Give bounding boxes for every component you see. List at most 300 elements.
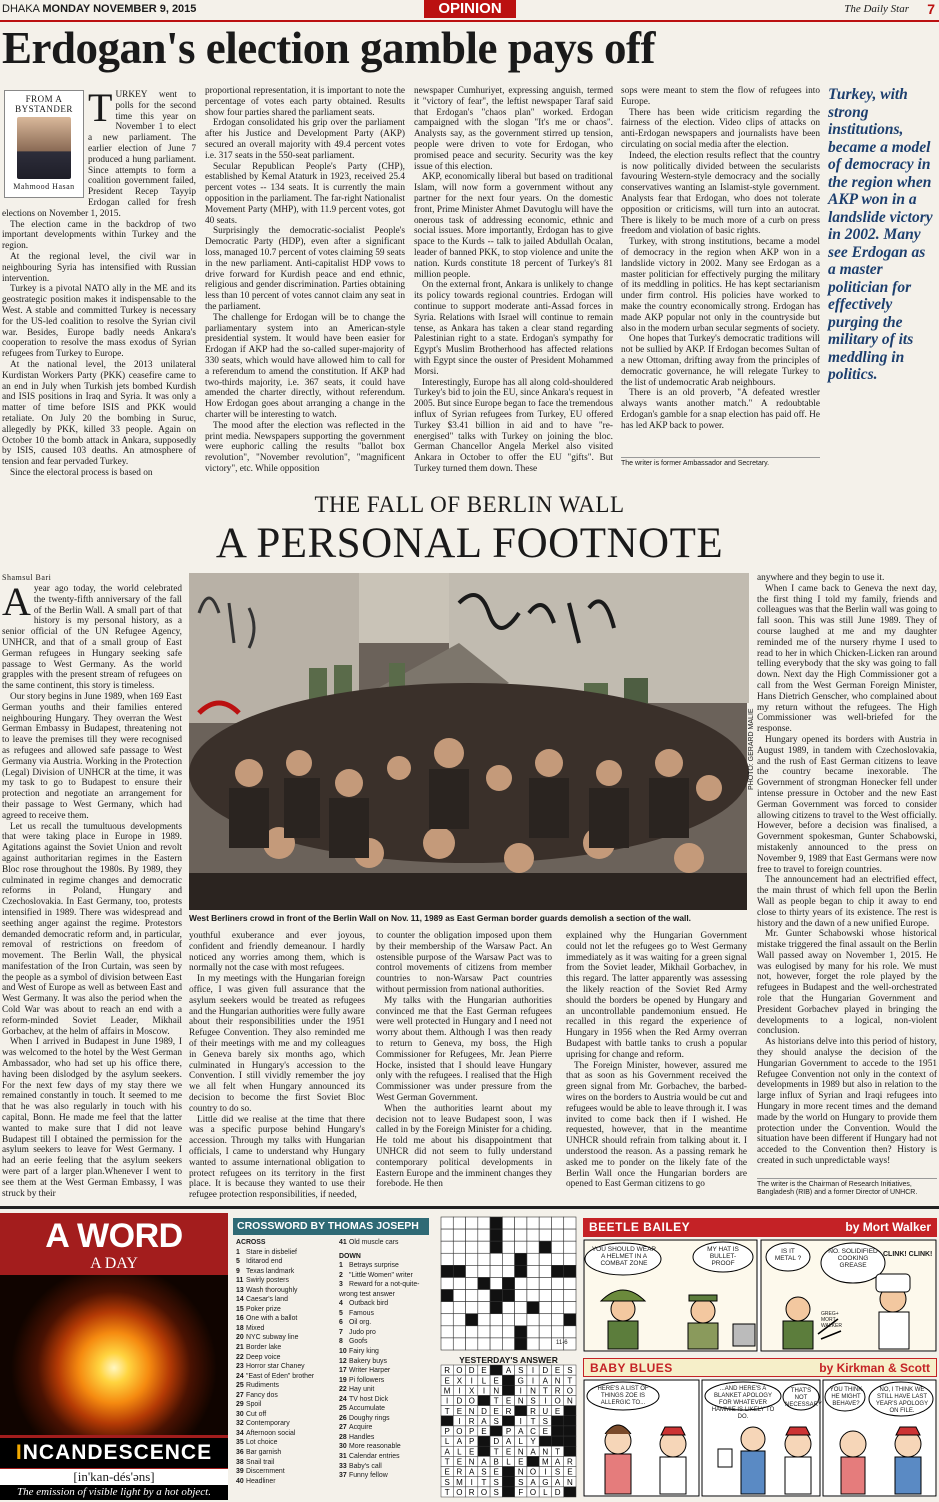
crossword-cell[interactable] bbox=[539, 1326, 551, 1338]
crossword-cell[interactable] bbox=[502, 1265, 514, 1277]
crossword-cell[interactable] bbox=[539, 1277, 551, 1289]
crossword-clue: 13 Wash thoroughly bbox=[236, 1286, 298, 1294]
article2-credit: The writer is the Chairman of Research Initiatives, Bangladesh (RIB) and a former Director of UNHCR. bbox=[757, 1178, 937, 1197]
crossword-cell[interactable] bbox=[490, 1277, 502, 1289]
crossword-clue: 2 "Little Women" writer bbox=[339, 1271, 413, 1279]
crossword-cell[interactable] bbox=[490, 1314, 502, 1326]
crossword-cell[interactable] bbox=[453, 1241, 465, 1253]
answer-letter: O bbox=[456, 1366, 463, 1376]
answer-letter: F bbox=[518, 1488, 524, 1497]
answer-letter: A bbox=[456, 1437, 463, 1447]
crossword-cell[interactable] bbox=[515, 1229, 527, 1241]
crossword-cell[interactable] bbox=[441, 1338, 453, 1350]
crossword-cell[interactable] bbox=[551, 1277, 563, 1289]
crossword-cell[interactable] bbox=[502, 1217, 514, 1229]
crossword-cell[interactable] bbox=[551, 1326, 563, 1338]
paragraph: There has been wide criticism regarding the fairness of the election. Video clips of attacks on anti-Erdogan newspapers and journalists have been circulating on social media after the election. bbox=[621, 107, 820, 150]
answer-letter: N bbox=[566, 1396, 573, 1406]
answer-letter: I bbox=[544, 1396, 547, 1406]
crossword-cell[interactable] bbox=[502, 1314, 514, 1326]
paragraph: At the regional level, the civil war in neighbouring Syria has intensified with Russian intervention. bbox=[2, 251, 196, 284]
crossword-clue: 26 Doughy rings bbox=[339, 1414, 390, 1422]
crossword-clue: 7 Judo pro bbox=[339, 1328, 376, 1336]
baby-balloon-3: THAT'S NOT NECESSARY bbox=[785, 1388, 822, 1408]
baby-balloon-5: NO, I THINK WE STILL HAVE LAST YEAR'S APOLOGY ON FILE. bbox=[875, 1387, 929, 1414]
crossword-clue: 38 Snail trail bbox=[236, 1458, 275, 1466]
baby-balloon-4: YOU THINK HE MIGHT BEHAVE? bbox=[829, 1387, 863, 1407]
beetle-signature: GREG+ MORT WALKER bbox=[821, 1311, 842, 1329]
crossword-cell bbox=[551, 1265, 563, 1277]
crossword-cell[interactable] bbox=[527, 1314, 539, 1326]
crossword-cell[interactable] bbox=[502, 1326, 514, 1338]
crossword-cell[interactable] bbox=[466, 1290, 478, 1302]
article1-pullquote: Turkey, with strong institutions, became a model of democracy in the region when AKP won in a landslide victory in 2002. Many see Erdogan as a master politician for effectively purging the military of its meddling in politics. bbox=[828, 86, 933, 383]
answer-cell bbox=[564, 1446, 576, 1456]
answer-letter: E bbox=[469, 1447, 475, 1457]
answer-cell bbox=[502, 1375, 514, 1385]
crossword-clue: 4 Outback bird bbox=[339, 1300, 389, 1308]
answer-letter: L bbox=[543, 1488, 548, 1497]
crossword-cell bbox=[515, 1338, 527, 1350]
paragraph: Little did we realise at the time that there was a specific purpose behind Hungary's accession. Through my talks with Hungarian officials, I came to understand why Hungary wanted to assume international obligation to protect refugees on its territory in the first place. It is because they wanted to use their refugee protection responsibilities, if needed, bbox=[189, 1114, 365, 1201]
paragraph: On the external front, Ankara is unlikely to change its policy towards regional countries. Erdogan will continue to support moderate anti-Assad forces in Syria. Relations with Israel will continue to remain tense, as Ankara has taken a clear stand regarding Palestinian right to a state. Erdogan's sympathy for Egypt's Muslim Brotherhood has affected relations with Egypt since the ouster of President Mohammed Morsi. bbox=[414, 280, 613, 377]
answer-letter: E bbox=[505, 1447, 512, 1457]
crossword-cell[interactable] bbox=[527, 1217, 539, 1229]
crossword-cell bbox=[441, 1290, 453, 1302]
crossword-clue: 20 NYC subway line bbox=[236, 1334, 299, 1342]
baby-balloon-1: HERE'S A LIST OF THINGS ZOE IS ALLERGIC TO... bbox=[597, 1386, 649, 1406]
answer-letter: E bbox=[481, 1366, 487, 1376]
crossword-cell[interactable] bbox=[441, 1253, 453, 1265]
paragraph: sops were meant to stem the flow of refugees into Europe. bbox=[621, 86, 820, 107]
answer-letter: M bbox=[541, 1457, 549, 1467]
answer-letter: I bbox=[458, 1386, 461, 1396]
answer-cell bbox=[441, 1416, 453, 1426]
answer-letter: E bbox=[444, 1376, 450, 1386]
crossword-cell[interactable] bbox=[539, 1314, 551, 1326]
crossword-cell[interactable] bbox=[441, 1302, 453, 1314]
crossword-clue: 25 Rudiments bbox=[236, 1382, 279, 1390]
crossword-cell[interactable] bbox=[502, 1241, 514, 1253]
word-definition: The emission of visible light by a hot object. bbox=[0, 1485, 228, 1500]
crossword-cell[interactable] bbox=[527, 1229, 539, 1241]
crossword-cell bbox=[441, 1265, 453, 1277]
paragraph: As historians delve into this period of history, they should analyse the decision of the Hungarian Government to accede to the 1951 Refugee Convention not only in the context of developments in 1989 but also in relation to the large influx of Syrian and Iraqi refugees into Hungary in more recent times and the demand made by the world on Hungary to provide them protection under the Convention. Would the situation have been different if Hungary had not acceded to the Convention then? History is created in such unpredictable ways! bbox=[757, 1037, 937, 1167]
answer-letter: P bbox=[469, 1427, 475, 1437]
crossword-cell[interactable] bbox=[453, 1277, 465, 1289]
berlin-wall-illustration bbox=[189, 573, 747, 910]
paragraph: Indeed, the election results reflect that the country is now politically divided between the secularists favouring Western-style democracy and the socially conservatives wanting an Islamist-style government. Analysts fear that Erdogan, who does not tolerate opposition or criticisms, will turn into an autocrat. There is likely to be much more of a curb on press freedom and violation of basic rights. bbox=[621, 150, 820, 237]
answer-letter: P bbox=[505, 1427, 512, 1437]
answer-letter: E bbox=[518, 1457, 524, 1467]
crossword-cell[interactable] bbox=[551, 1229, 563, 1241]
crossword-clues-across bbox=[236, 1238, 336, 1500]
crossword-cell[interactable] bbox=[527, 1326, 539, 1338]
crossword-cell bbox=[490, 1290, 502, 1302]
crossword-cell[interactable] bbox=[478, 1338, 490, 1350]
crossword-cell[interactable] bbox=[478, 1241, 490, 1253]
crossword-cell[interactable] bbox=[564, 1326, 576, 1338]
paragraph: Surprisingly the democratic-socialist People's Democratic Party (HDP), even after a significant loss, managed 10.7 percent of votes claiming 59 seats in the new parliament. Anti-capitalist HDP vows to drive forward for Kurdish peace and end ethnic, religious and gender discrimination. Parties obtaining less than 10 percent of votes cannot claim any seat in the parliament. bbox=[205, 226, 405, 312]
section-divider bbox=[0, 1206, 939, 1209]
crossword-cell[interactable] bbox=[453, 1338, 465, 1350]
paper-name: The Daily Star bbox=[844, 3, 909, 15]
paragraph: Erdogan consolidated his grip over the parliament after his Justice and Development Party (AKP) secured an overall majority with 49.4 percent votes i.e. 317 seats in the 550-seat parliament. bbox=[205, 118, 405, 161]
crossword-clues-down bbox=[339, 1238, 435, 1500]
crossword-cell[interactable] bbox=[441, 1326, 453, 1338]
paragraph: Hungary opened its borders with Austria in August 1989, in tandem with Czechoslovakia, and the rush of East German citizens to leave the country became inexorable. The Government of strongman Honecker fell under intense pressure in October and the new East German Government was forced to consider allowing citizens to travel to the West officially. However, before a decision was finalised, a Government spokesman, Gunter Schabowski, mistakenly announced to the press on November 9, 1989 that East Germans were now free to travel to foreign countries. bbox=[757, 734, 937, 875]
answer-letter: B bbox=[493, 1457, 499, 1467]
answer-cell bbox=[564, 1487, 576, 1497]
crossword-cell[interactable] bbox=[490, 1265, 502, 1277]
answer-letter: D bbox=[481, 1406, 487, 1416]
crossword-clue: 30 More reasonable bbox=[339, 1443, 401, 1451]
crossword-clue: 22 Deep voice bbox=[236, 1353, 281, 1361]
baby-blues-author: by Kirkman & Scott bbox=[819, 1361, 930, 1375]
crossword-cell[interactable] bbox=[551, 1217, 563, 1229]
crossword-grid[interactable] bbox=[441, 1217, 576, 1350]
answer-letter: U bbox=[542, 1406, 549, 1416]
crossword-clue: 36 Bar garnish bbox=[236, 1449, 282, 1457]
crossword-cell[interactable] bbox=[551, 1302, 563, 1314]
answer-letter: T bbox=[530, 1416, 536, 1426]
paragraph: My talks with the Hungarian authorities convinced me that the East German refugees were well protected in Hungary and I need not worry about them. Although I was then ready to return to Geneva, my boss, the High Commissioner for Refugees, Mr. Jean Pierre Hocke, insisted that I should leave Hungary only with the refugees. I realised that the High Commissioner was under pressure from the West German Government. bbox=[376, 995, 552, 1103]
answer-letter: G bbox=[517, 1376, 524, 1386]
crossword-cell[interactable] bbox=[453, 1217, 465, 1229]
paragraph: At the national level, the 2013 unilateral Kurdistan Workers Party (PKK) ceasefire came to an end in July when Turkish jets bombed Kurdish and ISIS positions in Iraq and Syria. It was only a matter of time before ISIS and PKK would retaliate. On July 20 the bombing in Suruc, allegedly by PKK, killed 33 people. Again on October 10 the bomb attack in Ankara, supposedly by ISIS, caused 103 deaths. An atmosphere of tension and fear pervaded Turkey. bbox=[2, 359, 196, 468]
crossword-cell bbox=[502, 1277, 514, 1289]
crossword-cell[interactable] bbox=[502, 1229, 514, 1241]
crossword-cell[interactable] bbox=[564, 1302, 576, 1314]
crossword-clue: 37 Funny fellow bbox=[339, 1472, 388, 1480]
answer-letter: N bbox=[530, 1386, 536, 1396]
answer-letter: E bbox=[456, 1406, 463, 1416]
answer-letter: O bbox=[566, 1386, 573, 1396]
crossword-clue: 33 Baby's call bbox=[339, 1462, 382, 1470]
answer-letter: L bbox=[457, 1447, 462, 1457]
crossword-cell[interactable] bbox=[490, 1338, 502, 1350]
answer-cell bbox=[551, 1436, 563, 1446]
crossword-clue: 17 Writer Harper bbox=[339, 1367, 391, 1375]
article2-column-5 bbox=[757, 573, 937, 1176]
baby-blues-header bbox=[583, 1358, 937, 1377]
crossword-clue: 34 Afternoon social bbox=[236, 1429, 296, 1437]
answer-cell bbox=[490, 1365, 502, 1375]
answer-letter: E bbox=[456, 1457, 463, 1467]
answer-letter: I bbox=[519, 1416, 522, 1426]
crossword-cell[interactable] bbox=[441, 1277, 453, 1289]
crossword-cell bbox=[564, 1314, 576, 1326]
crossword-cell[interactable] bbox=[478, 1302, 490, 1314]
beetle-balloon-2: MY HAT IS BULLET-PROOF bbox=[707, 1246, 739, 1267]
crossword-cell[interactable] bbox=[564, 1290, 576, 1302]
answer-letter: I bbox=[446, 1396, 449, 1406]
crossword-cell[interactable] bbox=[527, 1277, 539, 1289]
answer-letter: R bbox=[530, 1406, 536, 1416]
answer-letter: O bbox=[456, 1427, 463, 1437]
crossword-cell bbox=[453, 1265, 465, 1277]
answer-letter: S bbox=[554, 1467, 561, 1477]
crossword-cell[interactable] bbox=[527, 1265, 539, 1277]
crossword-clue: 5 Famous bbox=[339, 1309, 374, 1317]
crossword-cell[interactable] bbox=[478, 1314, 490, 1326]
article1-column-3 bbox=[414, 86, 613, 474]
crossword-cell bbox=[527, 1302, 539, 1314]
answer-letter: E bbox=[542, 1427, 548, 1437]
crossword-cell[interactable] bbox=[515, 1290, 527, 1302]
crossword-cell[interactable] bbox=[502, 1302, 514, 1314]
answer-letter: T bbox=[493, 1396, 499, 1406]
answer-letter: I bbox=[470, 1477, 473, 1487]
crossword-cell[interactable] bbox=[515, 1302, 527, 1314]
answer-cell bbox=[564, 1426, 576, 1436]
answer-letter: N bbox=[517, 1447, 524, 1457]
article2-byline: Shamsul Bari bbox=[2, 573, 52, 582]
crossword-cell[interactable] bbox=[441, 1314, 453, 1326]
crossword-cell[interactable] bbox=[478, 1326, 490, 1338]
crossword-cell[interactable] bbox=[551, 1290, 563, 1302]
crossword-clue: 31 Calendar entries bbox=[339, 1453, 400, 1461]
answer-cell bbox=[515, 1406, 527, 1416]
paragraph: The election came in the backdrop of two important developments within Turkey and the region. bbox=[2, 219, 196, 252]
paragraph: AKP, economically liberal but based on traditional Islam, will now form a government without any partner for the next four years. On the domestic front, Prime Minister Ahmet Davutoglu will have the onerous task of addressing economic, ethnic and social issues. More importantly, Erdogan has to give space to the Kurds -- talk to jailed Abdullah Ocalan, leader of banned PKK, to stop violence and unite the nation. Kurds constitute 18 percent of Turkey's 81 million people. bbox=[414, 172, 613, 280]
crossword-clue: 19 Pi followers bbox=[339, 1376, 385, 1384]
beetle-bailey-strip bbox=[583, 1239, 937, 1352]
crossword-clue: 24 "East of Eden" brother bbox=[236, 1372, 315, 1380]
answer-letter: R bbox=[566, 1457, 573, 1467]
crossword-cell[interactable] bbox=[502, 1338, 514, 1350]
answer-letter: S bbox=[444, 1477, 450, 1487]
article1-credit: The writer is former Ambassador and Secretary. bbox=[621, 457, 820, 468]
paragraph: Mr. Gunter Schabowski whose historical mistake triggered the final assault on the Berlin Wall passed away on November 1, 2015. He was eulogised by many for his role. We must not, however, forget the role played by the refugees in Budapest and the well-orchestrated role that the Hungarian Government and President Gorbachev played in bringing the developments to a logical, non-violent conclusion. bbox=[757, 929, 937, 1037]
answer-letter: I bbox=[519, 1386, 522, 1396]
answer-letter: O bbox=[554, 1396, 561, 1406]
paragraph: to counter the obligation imposed upon them by their membership of the Warsaw Pact. An ostensible purpose of the Warsaw Pact was to control movements of citizens from member countries to non-Warsaw Pact countries without permission from national authorities. bbox=[376, 931, 552, 995]
paragraph: When I arrived in Budapest in June 1989, I was welcomed to the hotel by the West German Ambassador, who had set up his office there, having been dislodged by the asylum seekers. For the next few days of my stay there we remained constantly in touch. It seemed to me that he was also regularly in touch with his capital, Bonn. He made me feel that the latter wanted to make sure that I did not leave Budapest till I obtained the permission for the asylum seekers to leave for West Germany. I had an eerie feeling that the asylum seekers were part of a larger plan.Whenever I went to see them at the West German Embassy, I was struck by their bbox=[2, 1037, 182, 1199]
crossword-cell[interactable] bbox=[478, 1217, 490, 1229]
crossword-cell bbox=[466, 1314, 478, 1326]
answer-letter: S bbox=[481, 1467, 487, 1477]
answer-letter: R bbox=[468, 1488, 475, 1497]
crossword-cell[interactable] bbox=[466, 1241, 478, 1253]
crossword-cell[interactable] bbox=[551, 1241, 563, 1253]
crossword-cell[interactable] bbox=[466, 1277, 478, 1289]
answer-letter: T bbox=[481, 1477, 487, 1487]
crossword-cell[interactable] bbox=[441, 1217, 453, 1229]
answer-letter: G bbox=[542, 1477, 549, 1487]
crossword-cell[interactable] bbox=[539, 1217, 551, 1229]
answer-cell bbox=[564, 1436, 576, 1446]
article1-column-4 bbox=[621, 86, 820, 454]
answer-letter: N bbox=[468, 1406, 475, 1416]
word-a-day-title: A WORD bbox=[45, 1217, 183, 1255]
crossword-cell[interactable] bbox=[539, 1265, 551, 1277]
crossword-cell[interactable] bbox=[453, 1302, 465, 1314]
crossword-cell[interactable] bbox=[502, 1253, 514, 1265]
page-number: 7 bbox=[927, 1, 935, 17]
answer-cell bbox=[478, 1446, 490, 1456]
crossword-cell[interactable] bbox=[527, 1241, 539, 1253]
crossword-cell[interactable] bbox=[466, 1229, 478, 1241]
answer-letter: N bbox=[517, 1396, 524, 1406]
answer-letter: P bbox=[469, 1437, 475, 1447]
answer-letter: N bbox=[542, 1447, 549, 1457]
article2-column-3 bbox=[376, 931, 552, 1198]
answer-letter: I bbox=[531, 1376, 535, 1386]
column-label: FROM A BYSTANDER bbox=[15, 94, 73, 114]
answer-letter: A bbox=[542, 1376, 548, 1386]
answer-letter: D bbox=[468, 1366, 475, 1376]
paragraph: In my meetings with the Hungarian foreign office, I was given full assurance that the asylum seekers would be treated as refugees and the Hungarian authorities were fully aware about their responsibilities under the 1951 Refugee Convention. They also reminded me of their meetings with me and my colleagues in Geneva barely six months ago, which culminated in Hungary's accession to the Convention. I still vividly remember the joy we all felt when Hungary announced its decision to become the first Soviet Bloc country to do so. bbox=[189, 974, 365, 1114]
answer-letter: E bbox=[481, 1427, 487, 1437]
crossword-cell bbox=[515, 1253, 527, 1265]
crossword-cell[interactable] bbox=[453, 1314, 465, 1326]
answer-cell bbox=[564, 1406, 576, 1416]
answer-letter: L bbox=[481, 1376, 487, 1386]
crossword-cell[interactable] bbox=[564, 1277, 576, 1289]
word-pronunciation: [in'kan-dés'əns] bbox=[0, 1469, 228, 1485]
paragraph: TURKEY went to polls for the second time this year on November 1 to elect a new parliament. The earlier election of June 7 produced a hung parliament. Since attempts to form a coalition government failed, President Recep Tayyip Erdogan called for fresh elections on November 1, 2015. bbox=[2, 85, 196, 219]
crossword-cell[interactable] bbox=[539, 1290, 551, 1302]
crossword-cell[interactable] bbox=[478, 1290, 490, 1302]
answer-letter: A bbox=[444, 1447, 450, 1457]
answer-letter: E bbox=[554, 1406, 561, 1416]
answer-letter: R bbox=[456, 1467, 463, 1477]
crossword-clue: 27 Acquire bbox=[339, 1424, 373, 1432]
crossword-cell bbox=[515, 1265, 527, 1277]
crossword-cell[interactable] bbox=[478, 1265, 490, 1277]
crossword-clue: 35 Lot choice bbox=[236, 1439, 278, 1447]
crossword-cell[interactable] bbox=[527, 1338, 539, 1350]
paragraph: When I came back to Geneva the next day, the first thing I told my family, friends and colleagues was that the Berlin wall was going to fall soon. This was still June 1989. They of course laughed at me and my daughter reminded me of the nursery rhyme I used to read to her in which Chicken-Licken ran around telling everybody that the sky was going to fall down. Next day the High Commissioner got a call from the West German Foreign Minister, Hans Dietrich Genscher, who complained about my return without the refugees. The High Commissioner was well-briefed for the response. bbox=[757, 583, 937, 735]
article2-column-1 bbox=[2, 579, 182, 1199]
answer-letter: T bbox=[444, 1488, 450, 1497]
answer-letter: O bbox=[468, 1396, 475, 1406]
crossword-cell[interactable] bbox=[441, 1241, 453, 1253]
crossword-clue: 1 Betrays surprise bbox=[339, 1262, 399, 1270]
answer-letter: I bbox=[531, 1366, 535, 1376]
crossword-cell[interactable] bbox=[466, 1326, 478, 1338]
crossword-cell[interactable] bbox=[490, 1326, 502, 1338]
crossword-clue: 6 Oil org. bbox=[339, 1319, 372, 1327]
crossword-clue: 11 Swirly posters bbox=[236, 1277, 289, 1285]
crossword-cell[interactable] bbox=[564, 1217, 576, 1229]
crossword-cell[interactable] bbox=[527, 1253, 539, 1265]
answer-letter: A bbox=[505, 1366, 512, 1376]
crossword-cell bbox=[515, 1326, 527, 1338]
crossword-clue: 14 Caesar's land bbox=[236, 1296, 288, 1304]
answer-letter: N bbox=[493, 1386, 500, 1396]
crossword-cell[interactable] bbox=[539, 1302, 551, 1314]
answer-letter: I bbox=[470, 1376, 473, 1386]
paragraph: The Foreign Minister, however, assured me that as soon as his Government received the green signal from Mr. Gorbachev, the barbed-wires on the borders to Austria would be cut and refugees would be able to leave through it. I was invited to come back then if I wished. He requested, however, that in the meantime UNHCR should refrain from talking about it. I understood the reason. As a passing remark he asked me to ponder on the likely fate of the Berlin Wall once the Hungarian borders are opened to East German citizens to go bbox=[566, 1060, 747, 1190]
crossword-cell bbox=[490, 1229, 502, 1241]
crossword-cell[interactable] bbox=[466, 1253, 478, 1265]
crossword-cell[interactable] bbox=[539, 1229, 551, 1241]
crossword-cell[interactable] bbox=[453, 1229, 465, 1241]
answer-cell bbox=[502, 1385, 514, 1395]
crossword-clue: 15 Poker prize bbox=[236, 1305, 281, 1313]
crossword-cell[interactable] bbox=[466, 1302, 478, 1314]
crossword-cell[interactable] bbox=[564, 1253, 576, 1265]
crossword-clue: 5 Iditarod end bbox=[236, 1258, 283, 1266]
crossword-cell[interactable] bbox=[466, 1217, 478, 1229]
paragraph: The challenge for Erdogan will be to change the parliamentary system into an American-style presidential system. It would have been easier for Erdogan if AKP had the so-called super-majority of 330 seats, which would have allowed him to call for a referendum to amend the constitution. If AKP had two-thirds majority, i.e. 367 seats, it could have amended the charter directly, without referendum. How Erdogan goes about arranging a change in the charter will be interesting to watch. bbox=[205, 312, 405, 420]
crossword-cell[interactable] bbox=[539, 1338, 551, 1350]
article2-column-2 bbox=[189, 931, 365, 1201]
crossword-cell[interactable] bbox=[490, 1253, 502, 1265]
crossword-cell bbox=[502, 1290, 514, 1302]
crossword-cell[interactable] bbox=[453, 1253, 465, 1265]
crossword-title: CROSSWORD BY THOMAS JOSEPH bbox=[233, 1218, 429, 1235]
answer-letter: L bbox=[518, 1437, 523, 1447]
answer-letter: M bbox=[443, 1386, 451, 1396]
crossword-cell bbox=[490, 1302, 502, 1314]
answer-letter: R bbox=[444, 1366, 451, 1376]
crossword-cell[interactable] bbox=[527, 1290, 539, 1302]
crossword-clue: 10 Fairy king bbox=[339, 1348, 379, 1356]
crossword-cell[interactable] bbox=[564, 1241, 576, 1253]
answer-cell bbox=[502, 1487, 514, 1497]
crossword-cell[interactable] bbox=[478, 1229, 490, 1241]
paragraph: explained why the Hungarian Government could not let the refugees go to West Germany immediately as it was waiting for a green signal from the Soviet leader, Mikhail Gorbachev, in this regard. The latter apparently was assessing the likely reaction of the Soviet Red Army should the borders be opened by Hungary and an uncontrollable pandemonium ensued. He recalled in this regard the experience of Hungary in 1956 when the Red Army overran Budapest with battle tanks to crush a popular uprising for change and reform. bbox=[566, 931, 747, 1060]
answer-letter: R bbox=[554, 1386, 561, 1396]
crossword-cell[interactable] bbox=[515, 1314, 527, 1326]
answer-letter: T bbox=[567, 1376, 573, 1386]
crossword-clue: 8 Goofs bbox=[339, 1338, 368, 1346]
crossword-cell[interactable] bbox=[466, 1338, 478, 1350]
crossword-cell[interactable] bbox=[539, 1253, 551, 1265]
answer-letter: D bbox=[493, 1437, 500, 1447]
answer-letter: E bbox=[493, 1406, 499, 1416]
crossword-cell[interactable] bbox=[551, 1253, 563, 1265]
answer-letter: N bbox=[468, 1457, 475, 1467]
article1-headline: Erdogan's election gamble pays off bbox=[2, 23, 655, 73]
crossword-cell[interactable] bbox=[564, 1229, 576, 1241]
answer-letter: D bbox=[554, 1488, 561, 1497]
crossword-cell[interactable] bbox=[441, 1229, 453, 1241]
crossword-cell bbox=[478, 1277, 490, 1289]
answer-letter: R bbox=[468, 1416, 475, 1426]
answer-letter: T bbox=[444, 1457, 450, 1467]
paragraph: Interestingly, Europe has all along cold-shouldered Turkey's bid to join the EU, since Ankara's request in 2005. But since Europe began to face the tremendous influx of Syrian refugees from Turkey, EU offered Turkey $3.41 billion in aid and to have "re-energised" talks with Turkey on joining the bloc. German Chancellor Angela Merkel also visited Ankara in October to offer the EU "gifts". But Turkey turned them down. These bbox=[414, 377, 613, 474]
crossword-cell[interactable] bbox=[515, 1241, 527, 1253]
article2-headline: A PERSONAL FOOTNOTE bbox=[215, 520, 724, 567]
answer-cell bbox=[478, 1395, 490, 1405]
crossword-cell[interactable] bbox=[466, 1265, 478, 1277]
answer-letter: T bbox=[493, 1447, 499, 1457]
crossword-cell[interactable] bbox=[515, 1217, 527, 1229]
paragraph: Turkey, with strong institutions, became a model of democracy in the region when AKP won in a landslide victory in 2002. Many see Erdogan as a master politician for effectively purging the military of its meddling in politics. He has kept sectarianism under firm control. His policies have worked to make the country economically strong. Erdogan has made AKP popular not only in the countryside but also in the modern urban secular segments of society. bbox=[621, 237, 820, 334]
answer-cell bbox=[502, 1467, 514, 1477]
answer-letter: T bbox=[555, 1447, 561, 1457]
crossword-clue: 40 Headliner bbox=[236, 1477, 276, 1485]
answer-letter: P bbox=[444, 1427, 450, 1437]
paragraph: proportional representation, it is important to note the percentage of votes each party obtained. Results show four parties shared the parliament seats. bbox=[205, 86, 405, 118]
paragraph: youthful exuberance and ever joyous, confident and friendly demeanour. I hardly noticed any worries among them, which is normally not the case with most refugees. bbox=[189, 931, 365, 974]
crossword-cell[interactable] bbox=[515, 1277, 527, 1289]
crossword-cell[interactable] bbox=[453, 1326, 465, 1338]
paragraph: A year ago today, the world celebrated the twenty-fifth anniversary of the fall of the Berlin Wall. A small part of that history is my personal history, as a senior official of the UN Refugee Agency, UNHCR, and that of a small group of East German refugees in Hungary seeking safe passage to West Germany. As the world grapples with the present stream of refugees on the same continent, this story is timeless. bbox=[2, 579, 182, 692]
beetle-balloon-3: IS IT METAL ? bbox=[774, 1248, 802, 1262]
answer-letter: E bbox=[554, 1366, 561, 1376]
answer-letter: O bbox=[480, 1488, 488, 1497]
crossword-cell[interactable] bbox=[453, 1290, 465, 1302]
crossword-cell[interactable] bbox=[551, 1314, 563, 1326]
answer-letter: D bbox=[542, 1366, 549, 1376]
crossword-cell[interactable] bbox=[478, 1253, 490, 1265]
paragraph: Secular Republican People's Party (CHP), established by Kemal Ataturk in 1923, received 25.4 percent votes -- 134 seats. It is currently the main opposition in the parliament. The far-right Nationalist Movement Party (MHP), with 11.9 percent votes, got 40 seats. bbox=[205, 161, 405, 226]
